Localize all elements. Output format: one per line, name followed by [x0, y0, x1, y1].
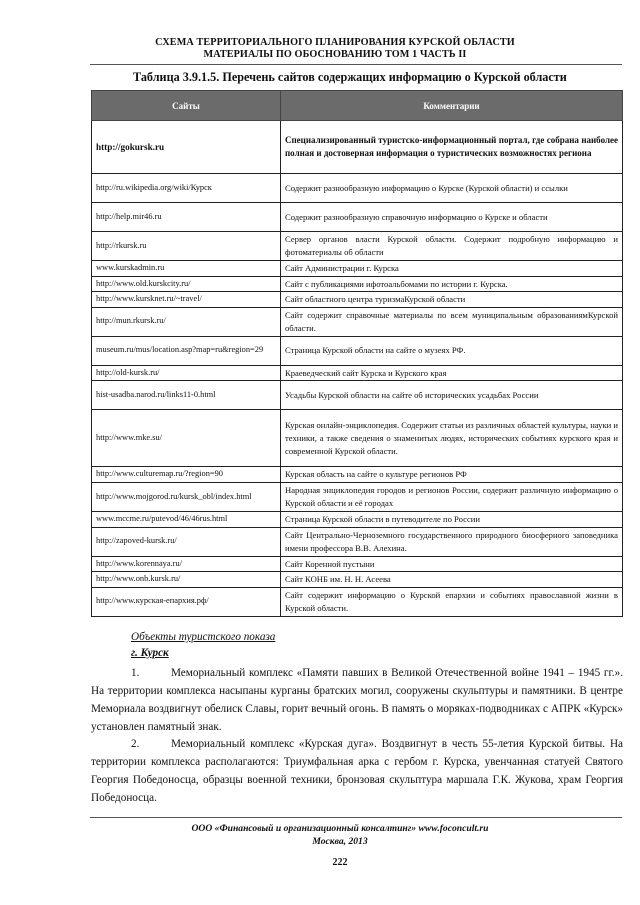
site-comment: Страница Курской области в путеводителе по России — [281, 511, 623, 527]
site-comment: Специализированный туристско-информационный портал, где собрана наиболее полная и достоверная информация о туристических возможностях региона — [281, 121, 623, 174]
table-row — [92, 587, 623, 616]
footer-company: ООО «Финансовый и организационный консалтинг» www.foconcult.ru — [191, 823, 489, 834]
paragraph-item — [91, 664, 623, 736]
site-comment: Курская онлайн-энциклопедия. Содержит статьи из различных областей культуры, науки и техники, а также сведения о знаменитых людях, исторических событиях курского края и современной Курской области. — [281, 410, 623, 467]
footer-city-year: Москва, 2013 — [312, 836, 368, 847]
site-comment: Сайт Коренной пустыни — [281, 556, 623, 572]
page-number: 222 — [332, 857, 348, 868]
header-subtitle: МАТЕРИАЛЫ ПО ОБОСНОВАНИЮ ТОМ 1 ЧАСТЬ II — [203, 49, 467, 60]
table-row — [92, 482, 623, 511]
site-comment: Усадьбы Курской области на сайте об исторических усадьбах России — [281, 381, 623, 410]
item-text: Мемориальный комплекс «Курская дуга». Воздвигнут в честь 55-летия Курской битвы. На территории комплекса располагаются: Триумфальная арка с гербом г. Курска, увенчанная статуей Святого Георгия Победоносца, образцы военной техники, бронзовая скульптура маршала Г.К. Жукова, храм Георгия Победоносца. — [91, 738, 623, 804]
table-row — [92, 511, 623, 527]
site-url[interactable]: hist-usadba.narod.ru/links11-0.html — [92, 381, 281, 410]
site-comment: Курская область на сайте о культуре регионов РФ — [281, 467, 623, 483]
item-text: Мемориальный комплекс «Памяти павших в Великой Отечественной войне 1941 – 1945 гг.». На территории комплекса насыпаны курганы братских могил, сооружены скульптуры и памятники. В центре Мемориала воздвигнут обелиск Славы, горит вечный огонь. В память о моряках-подводниках с АПРК «Курск» установлен памятный знак. — [91, 667, 623, 733]
table-header-row — [92, 91, 623, 121]
site-url[interactable]: http://www.kursknet.ru/~travel/ — [92, 292, 281, 308]
site-comment: Сайт с публикациями ифотоальбомами по истории г. Курска. — [281, 276, 623, 292]
site-url[interactable]: http://www.onb.kursk.ru/ — [92, 572, 281, 588]
site-url[interactable]: http://www.culturemap.ru/?region=90 — [92, 467, 281, 483]
site-url[interactable]: http://zapoved-kursk.ru/ — [92, 527, 281, 556]
site-url[interactable]: http://gokursk.ru — [92, 121, 281, 174]
site-url[interactable]: http://old-kursk.ru/ — [92, 365, 281, 381]
table-row — [92, 527, 623, 556]
table-row — [92, 365, 623, 381]
table-row — [92, 174, 623, 203]
site-comment: Сайт содержит справочные материалы по всем муниципальным образованиямКурской области. — [281, 307, 623, 336]
site-comment: Народная энциклопедия городов и регионов России, содержит различную информацию о Курской области и её городах — [281, 482, 623, 511]
site-url[interactable]: http://ru.wikipedia.org/wiki/Курск — [92, 174, 281, 203]
table-row — [92, 572, 623, 588]
table-row — [92, 121, 623, 174]
site-url[interactable]: http://www.mojgorod.ru/kursk_obl/index.html — [92, 482, 281, 511]
sites-table — [91, 90, 623, 617]
table-row — [92, 336, 623, 365]
table-row — [92, 276, 623, 292]
table-caption: Таблица 3.9.1.5. Перечень сайтов содержащих информацию о Курской области — [133, 70, 567, 84]
site-url[interactable]: www.mccme.ru/putevod/46/46rus.html — [92, 511, 281, 527]
table-row — [92, 410, 623, 467]
site-comment: Сайт Администрации г. Курска — [281, 261, 623, 277]
column-header-comments: Комментарии — [281, 91, 623, 121]
table-row — [92, 292, 623, 308]
item-number: 2. — [131, 738, 140, 750]
site-comment: Сервер органов власти Курской области. Содержит подробную информацию и фотоматериалы об области — [281, 232, 623, 261]
site-url[interactable]: http://rkursk.ru — [92, 232, 281, 261]
header-divider — [90, 64, 622, 65]
site-comment: Содержит разнообразную информацию о Курске (Курской области) и ссылки — [281, 174, 623, 203]
item-number: 1. — [131, 667, 140, 679]
site-url[interactable]: http://www.old.kurskcity.ru/ — [92, 276, 281, 292]
site-comment: Страница Курской области на сайте о музеях РФ. — [281, 336, 623, 365]
site-comment: Краеведческий сайт Курска и Курского края — [281, 365, 623, 381]
table-row — [92, 381, 623, 410]
site-url[interactable]: http://www.курская-епархия.рф/ — [92, 587, 281, 616]
site-comment: Сайт областного центра туризмаКурской области — [281, 292, 623, 308]
table-row — [92, 261, 623, 277]
table-row — [92, 467, 623, 483]
city-heading: г. Курск — [131, 647, 169, 659]
site-comment: Содержит разнообразную справочную информацию о Курске и области — [281, 203, 623, 232]
site-url[interactable]: http://help.mir46.ru — [92, 203, 281, 232]
site-url[interactable]: http://mun.rkursk.ru/ — [92, 307, 281, 336]
site-url[interactable]: museum.ru/mus/location.asp?map=ru&region=29 — [92, 336, 281, 365]
site-url[interactable]: www.kurskadmin.ru — [92, 261, 281, 277]
header-title: СХЕМА ТЕРРИТОРИАЛЬНОГО ПЛАНИРОВАНИЯ КУРСКОЙ ОБЛАСТИ — [155, 37, 515, 48]
section-title: Объекты туристского показа — [131, 631, 276, 643]
site-comment: Сайт содержит информацию о Курской епархии и событиях православной жизни в Курской области. — [281, 587, 623, 616]
site-comment: Сайт Центрально-Черноземного государственного природного биосферного заповедника имени профессора В.В. Алехина. — [281, 527, 623, 556]
site-comment: Сайт КОНБ им. Н. Н. Асеева — [281, 572, 623, 588]
paragraph-item — [91, 735, 623, 807]
footer-divider — [90, 817, 622, 818]
site-url[interactable]: http://www.korennaya.ru/ — [92, 556, 281, 572]
table-row — [92, 556, 623, 572]
column-header-sites: Сайты — [92, 91, 281, 121]
table-row — [92, 307, 623, 336]
site-url[interactable]: http://www.mke.su/ — [92, 410, 281, 467]
table-row — [92, 232, 623, 261]
table-row — [92, 203, 623, 232]
